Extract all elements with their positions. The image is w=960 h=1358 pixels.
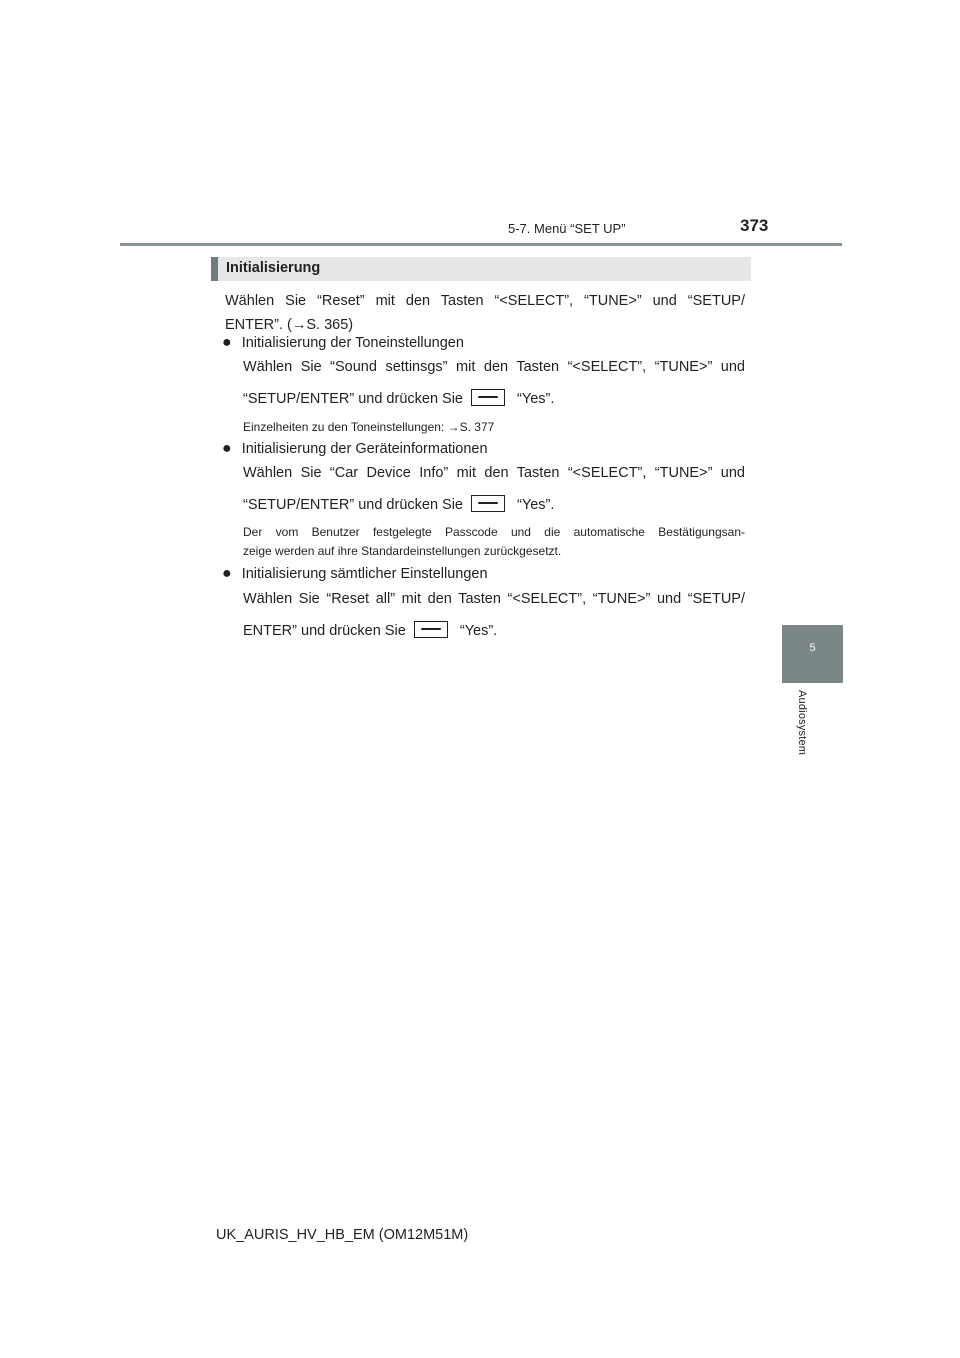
chapter-number: 5 [809,642,816,654]
list-item [222,333,464,353]
enter-button-icon [414,621,448,638]
list-item [222,564,488,584]
item-3-line-2 [243,621,497,641]
bullet-icon: ● [222,565,232,582]
yes-label: “Yes”. [517,391,555,407]
yes-label: “Yes”. [517,497,555,513]
bullet-icon: ● [222,334,232,351]
header-divider [120,243,842,246]
item-2-note-line-1: Der vom Benutzer festgelegte Passcode und die automatische Bestätigungsan- [243,525,745,539]
item-2-note-line-2: zeige werden auf ihre Standardeinstellungen zurückgesetzt. [243,544,562,558]
section-heading [211,257,751,281]
bullet-icon: ● [222,440,232,457]
item-2-line-2 [243,495,554,515]
list-item-title: Initialisierung der Toneinstellungen [241,335,464,351]
chapter-title: Audiosystem [796,690,808,756]
model-code-footer: UK_AURIS_HV_HB_EM (OM12M51M) [216,1227,469,1243]
enter-button-icon [471,495,505,512]
running-header-section: 5-7. Menü “SET UP” [508,221,626,236]
section-heading-text: Initialisierung [226,260,321,276]
yes-label: “Yes”. [459,623,498,639]
intro-line-1: Wählen Sie “Reset” mit den Tasten “<SELECT”, “TUNE>” und “SETUP/ [225,293,745,309]
item-1-line-1: Wählen Sie “Sound settinsgs” mit den Tasten “<SELECT”, “TUNE>” und [243,359,745,375]
item-2-line-1: Wählen Sie “Car Device Info” mit den Tasten “<SELECT”, “TUNE>” und [243,465,745,481]
list-item [222,439,488,459]
chapter-tab [782,625,843,683]
item-2-line-2-text: “SETUP/ENTER” und drücken Sie [243,497,463,513]
intro-line-2: ENTER”. (→S. 365) [225,317,354,333]
item-1-line-2 [243,389,554,409]
enter-button-icon [471,389,505,406]
item-1-line-2-text: “SETUP/ENTER” und drücken Sie [243,391,463,407]
item-3-line-1: Wählen Sie “Reset all” mit den Tasten “<SELECT”, “TUNE>” und “SETUP/ [243,591,745,607]
page-number: 373 [740,216,769,235]
list-item-title: Initialisierung der Geräteinformationen [241,441,488,457]
item-1-note: Einzelheiten zu den Toneinstellungen: →S. 377 [243,420,495,434]
item-3-line-2-text: ENTER” und drücken Sie [243,623,406,639]
list-item-title: Initialisierung sämtlicher Einstellungen [241,566,488,582]
